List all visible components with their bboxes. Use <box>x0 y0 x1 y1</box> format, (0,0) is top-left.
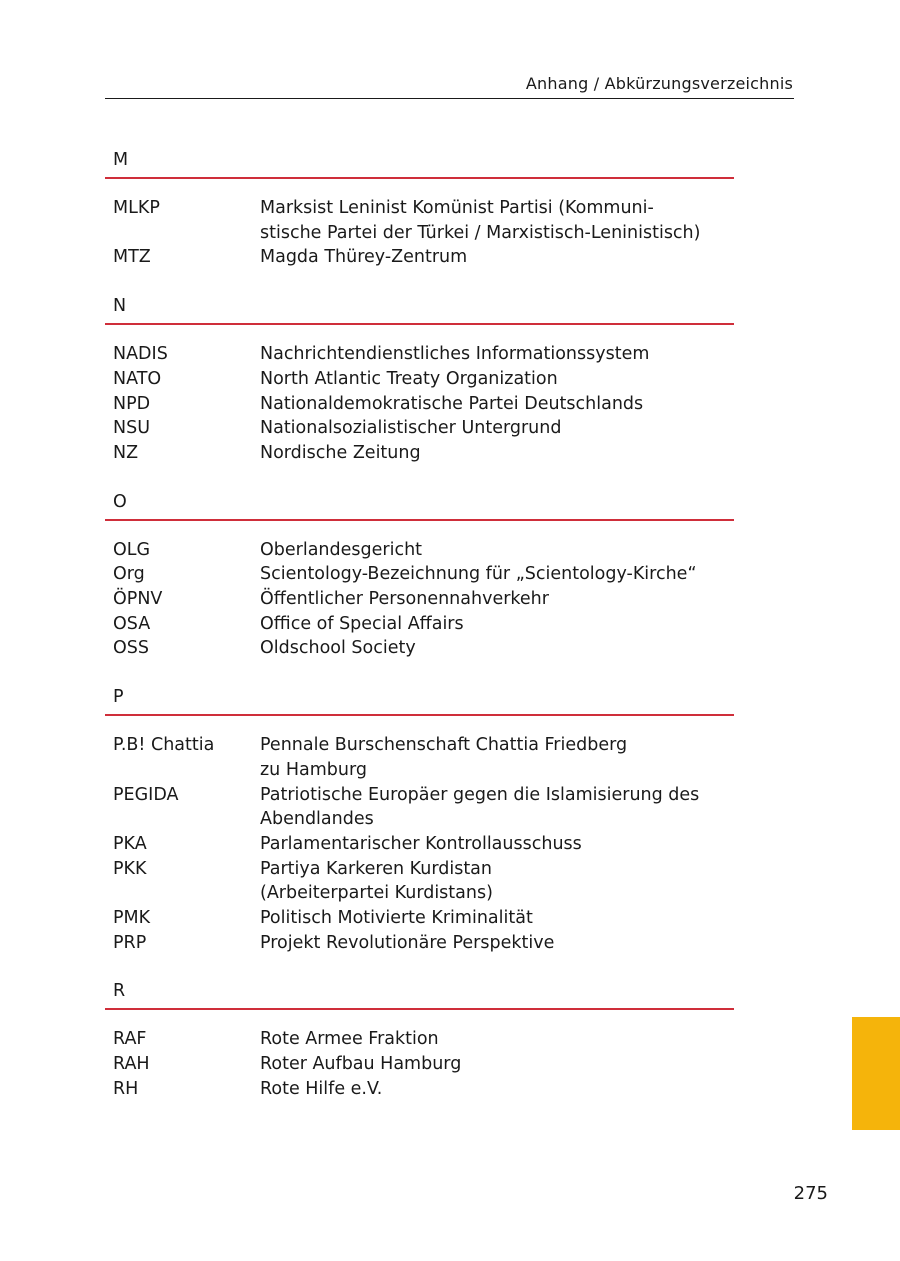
definition-line: Rote Hilfe e.V. <box>260 1078 383 1099</box>
abbreviation: NSU <box>113 418 151 439</box>
abbreviation: MTZ <box>113 247 151 268</box>
abbreviation-entry <box>105 1077 734 1102</box>
section-spacer <box>105 955 734 976</box>
section-divider <box>105 714 734 716</box>
definition <box>260 196 734 245</box>
header-rule <box>105 98 794 99</box>
section-m <box>105 145 734 291</box>
definition-line: zu Hamburg <box>260 759 367 780</box>
definition-line: Oberlandesgericht <box>260 539 423 560</box>
definition-line: Patriotische Europäer gegen die Islamisierung des <box>260 784 700 805</box>
definition-line: Roter Aufbau Hamburg <box>260 1054 462 1075</box>
abbreviation-entry <box>105 562 734 587</box>
abbreviation-entry <box>105 342 734 367</box>
definition <box>260 245 734 270</box>
definition <box>260 538 734 563</box>
section-spacer <box>105 466 734 487</box>
abbreviation: ÖPNV <box>113 589 163 610</box>
abbreviation-entry <box>105 392 734 417</box>
section-letter: M <box>113 150 129 170</box>
section-letter: N <box>113 296 127 317</box>
section-p <box>105 682 734 976</box>
abbreviation: OLG <box>113 539 151 560</box>
section-r <box>105 976 734 1101</box>
abbreviation: Org <box>113 564 145 585</box>
abbreviation-entry <box>105 1052 734 1077</box>
abbreviation: PEGIDA <box>113 784 179 805</box>
abbreviation-entry <box>105 367 734 392</box>
definition-line: (Arbeiterpartei Kurdistans) <box>260 883 493 904</box>
abbreviation-entry <box>105 538 734 563</box>
definition <box>260 342 734 367</box>
section-n <box>105 291 734 487</box>
section-divider <box>105 1008 734 1010</box>
definition <box>260 931 734 956</box>
abbreviation: NADIS <box>113 344 168 365</box>
definition-line: Nationalsozialistischer Untergrund <box>260 418 562 439</box>
definition-line: Pennale Burschenschaft Chattia Friedberg <box>260 735 628 756</box>
definition-line: Scientology-Bezeichnung für „Scientology-Kirche“ <box>260 564 697 585</box>
abbreviation: PKA <box>113 833 147 854</box>
definition-line: stische Partei der Türkei / Marxistisch-Leninistisch) <box>260 222 701 243</box>
running-header-title: Anhang / Abkürzungsverzeichnis <box>525 74 793 93</box>
abbreviation-entry <box>105 832 734 857</box>
abbreviation-entry <box>105 783 734 832</box>
definition-line: Office of Special Affairs <box>260 613 464 634</box>
abbreviation: NPD <box>113 393 151 414</box>
section-letter: R <box>113 981 126 1002</box>
abbreviation: RAF <box>113 1029 147 1050</box>
definition <box>260 1077 734 1102</box>
abbreviation: NZ <box>113 442 139 463</box>
definition-line: Rote Armee Fraktion <box>260 1029 439 1050</box>
definition <box>260 416 734 441</box>
definition <box>260 392 734 417</box>
definition-line: Projekt Revolutionäre Perspektive <box>260 932 555 953</box>
definition-line: Marksist Leninist Komünist Partisi (Kommuni- <box>260 198 654 218</box>
abbreviation: OSA <box>113 613 151 634</box>
page-number: 275 <box>793 1183 828 1204</box>
abbreviation: PKK <box>113 858 147 879</box>
definition <box>260 1027 734 1052</box>
abbreviation-entry <box>105 416 734 441</box>
abbreviation: RAH <box>113 1054 150 1075</box>
definition-line: Nordische Zeitung <box>260 442 421 463</box>
abbreviation-entry <box>105 612 734 637</box>
definition-line: Magda Thürey-Zentrum <box>260 247 468 268</box>
abbreviation-entry <box>105 1027 734 1052</box>
thumb-index-tab <box>852 1017 900 1130</box>
abbreviation-entry <box>105 196 734 245</box>
section-divider <box>105 323 734 325</box>
definition-line: Politisch Motivierte Kriminalität <box>260 908 533 929</box>
abbreviation-entry <box>105 857 734 906</box>
definition <box>260 636 734 661</box>
abbreviation: OSS <box>113 638 149 659</box>
section-spacer <box>105 661 734 682</box>
definition <box>260 441 734 466</box>
abbreviation-entry <box>105 931 734 956</box>
definition <box>260 587 734 612</box>
section-letter: P <box>113 687 124 708</box>
abbreviation-entry <box>105 587 734 612</box>
definition <box>260 733 734 782</box>
abbreviation-list <box>105 145 734 1102</box>
definition <box>260 906 734 931</box>
definition <box>260 612 734 637</box>
definition <box>260 857 734 906</box>
section-divider <box>105 177 734 179</box>
definition-line: Oldschool Society <box>260 638 416 659</box>
abbreviation-entry <box>105 733 734 782</box>
section-divider <box>105 519 734 521</box>
section-letter: O <box>113 491 127 512</box>
definition-line: Partiya Karkeren Kurdistan <box>260 858 492 879</box>
abbreviation: NATO <box>113 368 162 389</box>
definition <box>260 1052 734 1077</box>
definition <box>260 783 734 832</box>
abbreviation: P.B! Chattia <box>113 735 215 756</box>
section-spacer <box>105 270 734 291</box>
definition <box>260 832 734 857</box>
abbreviation-entry <box>105 906 734 931</box>
abbreviation-entry <box>105 441 734 466</box>
definition-line: Parlamentarischer Kontrollausschuss <box>260 833 582 854</box>
section-o <box>105 487 734 683</box>
abbreviation-entry <box>105 245 734 270</box>
definition-line: Öffentlicher Personennahverkehr <box>260 589 549 610</box>
abbreviation: PRP <box>113 932 147 953</box>
definition <box>260 562 734 587</box>
abbreviation: PMK <box>113 908 151 929</box>
definition-line: Nachrichtendienstliches Informationssystem <box>260 344 650 365</box>
abbreviation-entry <box>105 636 734 661</box>
definition-line: Nationaldemokratische Partei Deutschlands <box>260 393 644 414</box>
definition-line: Abendlandes <box>260 809 374 830</box>
abbreviation: MLKP <box>113 198 160 218</box>
definition <box>260 367 734 392</box>
definition-line: North Atlantic Treaty Organization <box>260 368 558 389</box>
abbreviation: RH <box>113 1078 139 1099</box>
